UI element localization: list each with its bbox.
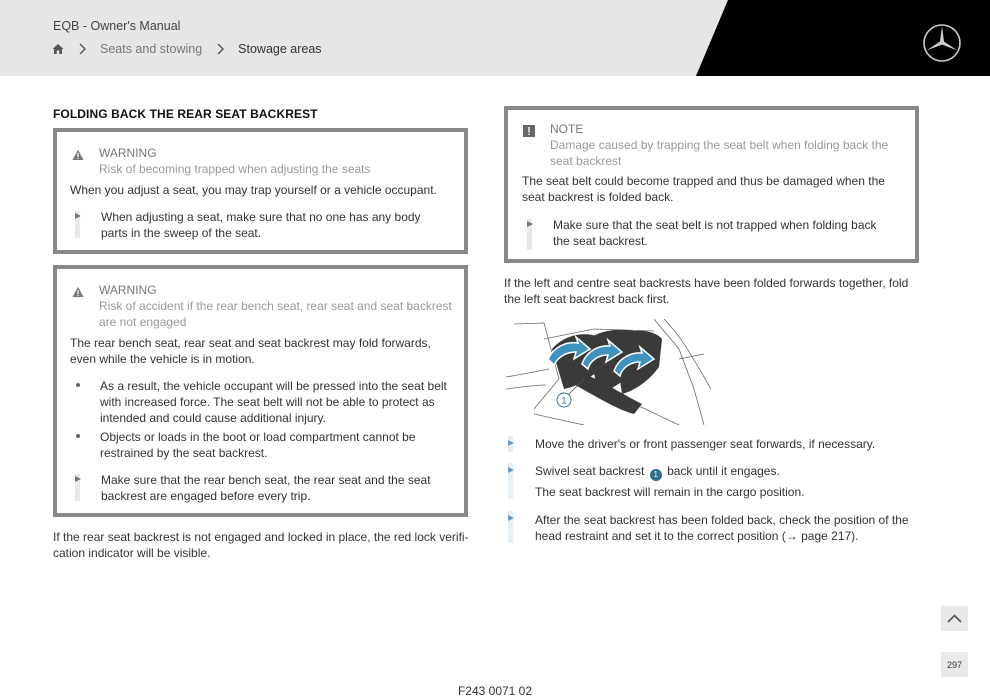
action-arrow-icon [75, 213, 81, 219]
step-check-head-restraint: After the seat backrest has been folded back, check the position of the [535, 513, 909, 527]
note-exclamation-icon [523, 125, 535, 137]
bullet-line: Objects or loads in the boot or load compartment cannot be [100, 430, 416, 444]
page-number[interactable]: 297 [941, 652, 968, 677]
warning-action-line: When adjusting a seat, make sure that no one has any body [101, 210, 421, 224]
chevron-right-icon [216, 43, 224, 55]
step-move-seat: Move the driver's or front passenger seat forwards, if necessary. [535, 437, 876, 451]
scroll-to-top-button[interactable] [941, 606, 968, 631]
note-action-line: Make sure that the seat belt is not trapped when folding back [553, 218, 877, 232]
bullet-line: with increased force. The seat belt will not be able to protect as [100, 395, 435, 409]
note-subtitle: Damage caused by trapping the seat belt when folding back the [550, 138, 889, 152]
chevron-right-icon [78, 43, 86, 55]
callout-badge: 1 [650, 469, 662, 481]
step-swivel-backrest [535, 463, 780, 481]
mercedes-star-logo-icon [922, 23, 962, 63]
note-text: The seat belt could become trapped and thus be damaged when the [522, 174, 885, 188]
warning-text: The rear bench seat, rear seat and seat backrest may fold forwards, [70, 336, 431, 350]
warning-box-not-engaged [53, 265, 468, 517]
warning-subtitle: Risk of becoming trapped when adjusting the seats [99, 162, 371, 176]
breadcrumb [52, 41, 336, 57]
warning-action-line: Make sure that the rear bench seat, the rear seat and the seat [101, 473, 431, 487]
warning-triangle-icon [72, 286, 84, 298]
step-check-head-restraint: head restraint and set it to the correct position (→ page 217). [535, 529, 859, 543]
bullet-line: restrained by the seat backrest. [100, 446, 268, 460]
step-swivel-text-end: back until it engages. [667, 464, 780, 478]
intro-text: the left seat backrest back first. [504, 292, 670, 306]
lock-indicator-note: cation indicator will be visible. [53, 546, 211, 560]
warning-triangle-icon [72, 149, 84, 161]
figure-callout: 1 [561, 395, 567, 406]
step-arrow-icon [508, 515, 514, 521]
warning-text: When you adjust a seat, you may trap yourself or a vehicle occupant. [70, 183, 437, 197]
chevron-up-icon [941, 606, 968, 631]
bullet-line: intended and could cause additional injury. [100, 411, 326, 425]
step-arrow-icon [508, 440, 514, 446]
breadcrumb-stowage-areas: Stowage areas [238, 42, 322, 56]
lock-indicator-note: If the rear seat backrest is not engaged and locked in place, the red lock verifi- [53, 530, 469, 544]
warning-box-trapped [53, 128, 468, 254]
warning-subtitle: are not engaged [99, 315, 187, 329]
warning-subtitle: Risk of accident if the rear bench seat, rear seat and seat backrest [99, 299, 452, 313]
note-subtitle: seat backrest [550, 154, 622, 168]
warning-label: WARNING [99, 146, 157, 160]
note-label: NOTE [550, 122, 584, 136]
note-box-seat-belt [504, 106, 919, 263]
bullet-dot [76, 383, 80, 387]
warning-label: WARNING [99, 283, 157, 297]
action-arrow-icon [75, 476, 81, 482]
bullet-line: As a result, the vehicle occupant will be pressed into the seat belt [100, 379, 447, 393]
bullet-dot [76, 434, 80, 438]
step-arrow-icon [508, 467, 514, 473]
step-result: The seat backrest will remain in the cargo position. [535, 485, 805, 499]
note-text: seat backrest is folded back. [522, 190, 674, 204]
action-arrow-icon [527, 221, 533, 227]
warning-action-line: parts in the sweep of the seat. [101, 226, 262, 240]
home-icon[interactable] [52, 43, 64, 55]
warning-action-line: backrest are engaged before every trip. [101, 489, 311, 503]
intro-text: If the left and centre seat backrests have been folded forwards together, fold [504, 276, 909, 290]
warning-text: even while the vehicle is in motion. [70, 352, 255, 366]
breadcrumb-seats-and-stowing[interactable]: Seats and stowing [100, 42, 203, 56]
note-action-line: the seat backrest. [553, 234, 648, 248]
footer-code: F243 0071 02 [457, 684, 533, 698]
section-title: FOLDING BACK THE REAR SEAT BACKREST [53, 107, 318, 121]
step-swivel-text: Swivel seat backrest [535, 464, 645, 478]
rear-seat-illustration [504, 319, 711, 425]
manual-title: EQB - Owner's Manual [53, 19, 181, 33]
